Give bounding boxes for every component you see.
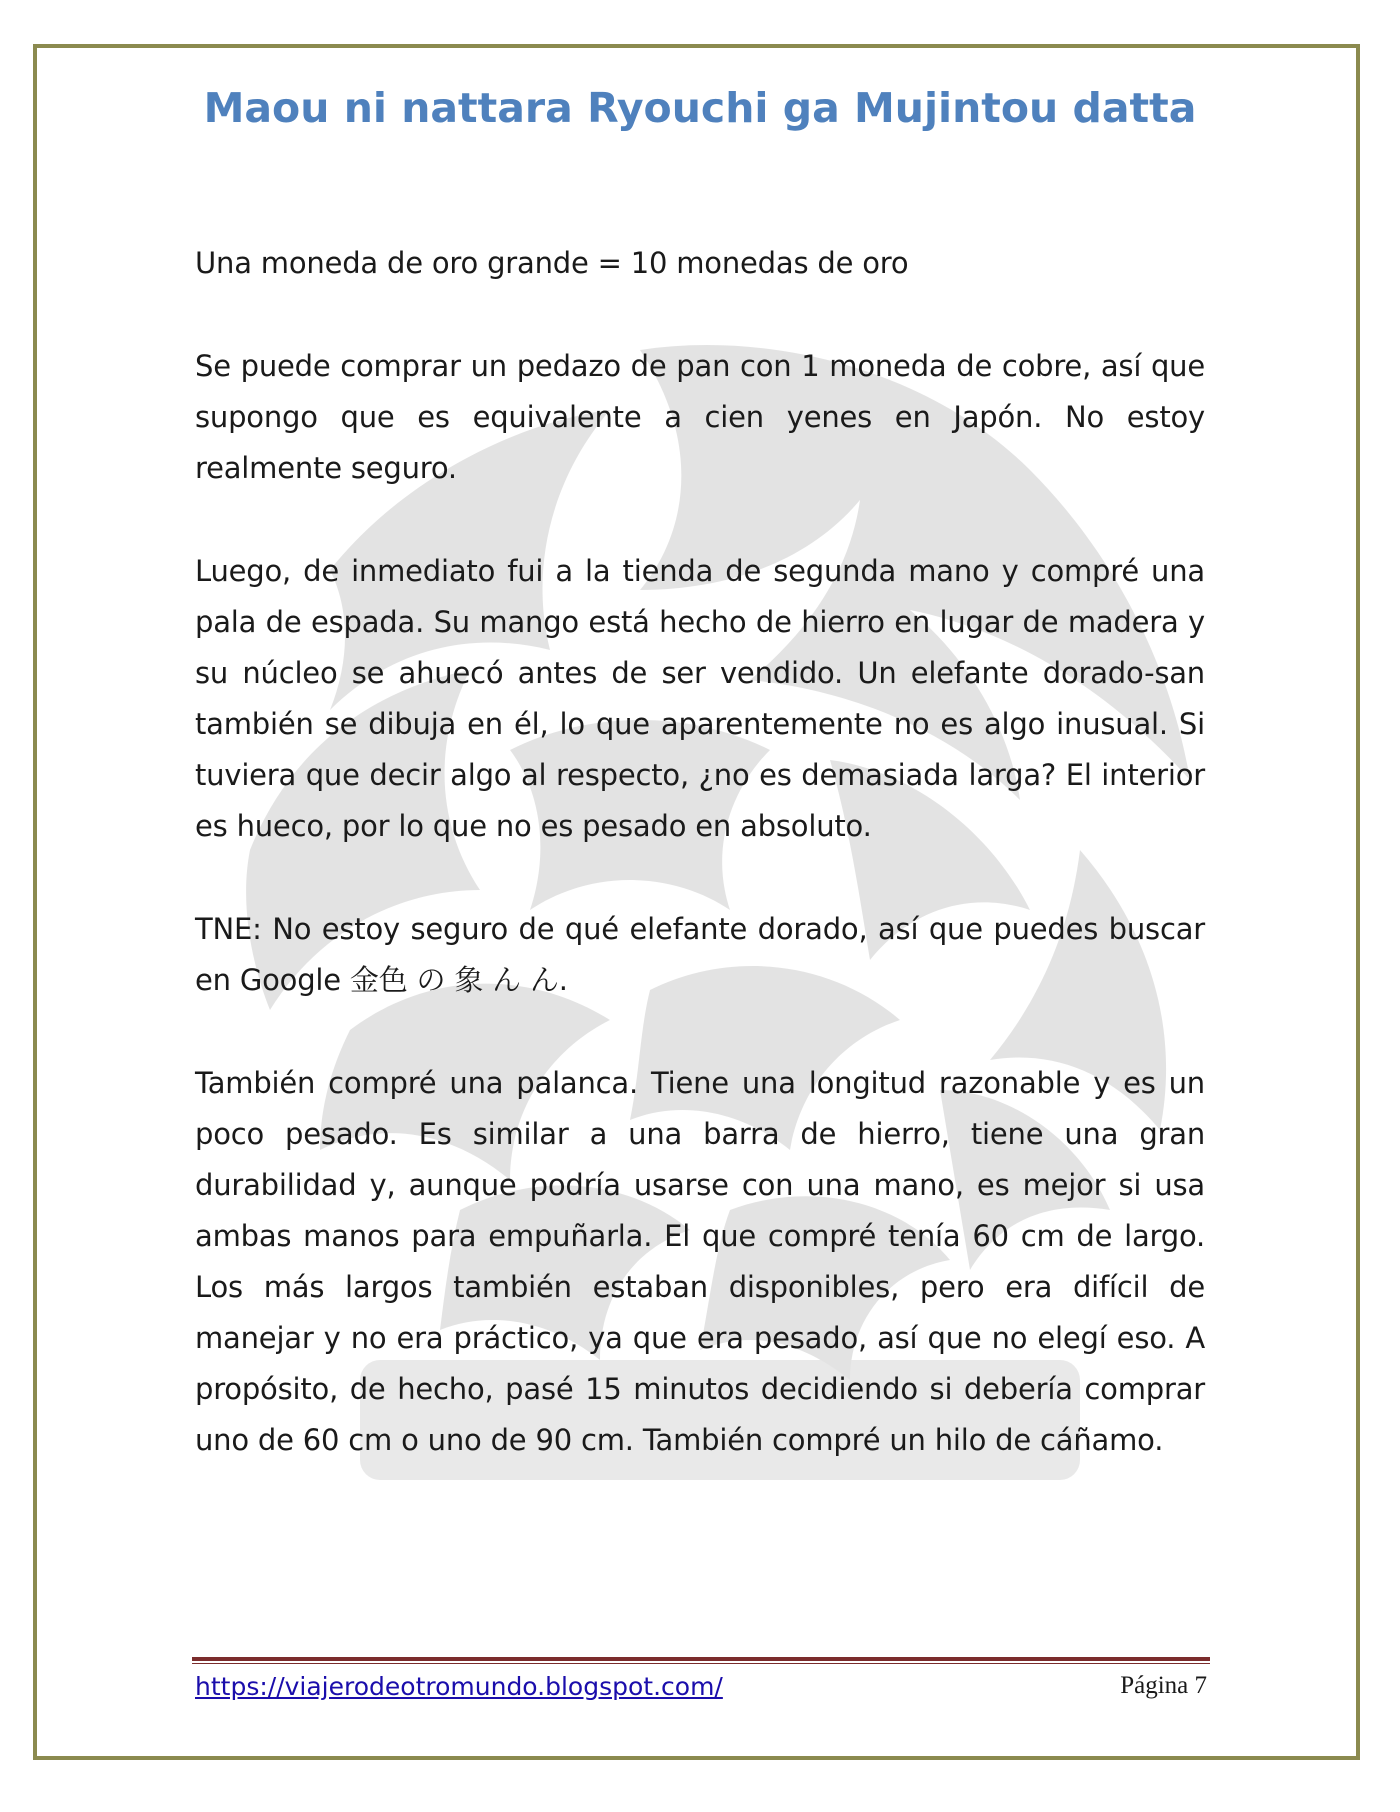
paragraph-5: También compré una palanca. Tiene una longitud razonable y es un poco pesado. Es similar a una barra de hierro, tiene una gran durabilidad y, aunque podría usarse con una mano, es mejor si usa ambas manos para empuñarla. El que compré tenía 60 cm de largo. Los más largos también estaban disponibles, pero era difícil de manejar y no era práctico, ya que era pesado, así que no elegí eso. A propósito, de hecho, pasé 15 minutos decidiendo si debería comprar uno de 60 cm o uno de 90 cm. También compré un hilo de cáñamo. [195, 1066, 1205, 1457]
document-body [195, 238, 1205, 1518]
paragraph-1: Una moneda de oro grande = 10 monedas de oro [195, 246, 909, 280]
page-number: Página 7 [1120, 1672, 1207, 1699]
blog-link[interactable]: https://viajerodeotromundo.blogspot.com/ [195, 1672, 723, 1701]
footer-divider-thin [192, 1663, 1210, 1664]
page-title: Maou ni nattara Ryouchi ga Mujintou datta [203, 84, 1197, 132]
paragraph-4: TNE: No estoy seguro de qué elefante dorado, así que puedes buscar en Google 金色 の 象 ん ん. [195, 912, 1205, 997]
paragraph-3: Luego, de inmediato fui a la tienda de segunda mano y compré una pala de espada. Su mango está hecho de hierro en lugar de madera y su núcleo se ahuecó antes de ser vendido. Un elefante dorado-san también se dibuja en él, lo que aparentemente no es algo inusual. Si tuviera que decir algo al respecto, ¿no es demasiada larga? El interior es hueco, por lo que no es pesado en absoluto. [195, 554, 1205, 843]
paragraph-2: Se puede comprar un pedazo de pan con 1 moneda de cobre, así que supongo que es equivalente a cien yenes en Japón. No estoy realmente seguro. [195, 349, 1205, 485]
footer-divider [192, 1657, 1210, 1661]
